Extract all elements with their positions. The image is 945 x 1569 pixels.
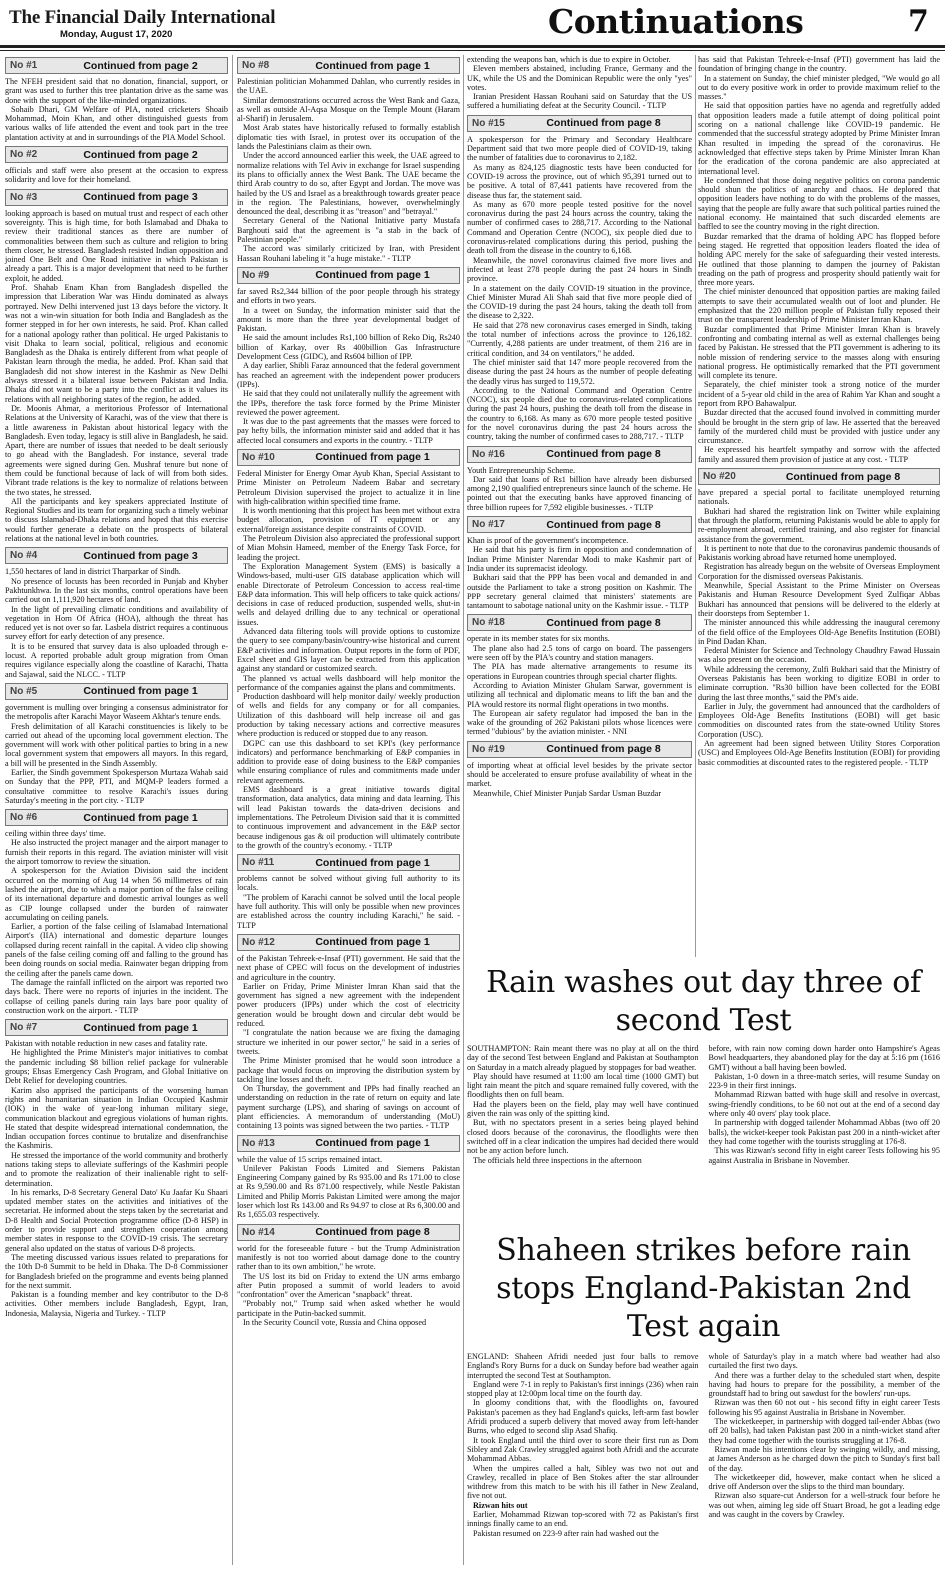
paragraph: In a statement on the daily COVID-19 situation in the province, Chief Minister Murad Ali Shah said that five more people died of the COVID-19 during the past 24 hours, taking the death toll from the disease to 2,322. bbox=[467, 283, 692, 321]
article bbox=[5, 57, 228, 142]
article-number: No #13 bbox=[242, 1137, 275, 1149]
paragraph: England were 7-1 in reply to Pakistan's first innings (236) when rain stopped play at 12:00pm local time on the fourth day. bbox=[467, 1379, 699, 1399]
paragraph: He stressed the importance of the world community and brotherly nations taking steps to alleviate sufferings of the Kashmiri people and to promote the realization of their inalienable right to self-determination. bbox=[5, 1150, 228, 1188]
paragraph: The wicketkeeper, in partnership with dogged tail-ender Abbas (two off 20 balls), had taken Pakistan past 200 in a ninth-wicket stand after they had come together with the tourists struggling at 176-8. bbox=[708, 1417, 940, 1445]
column-1 bbox=[5, 55, 228, 1565]
article bbox=[467, 516, 692, 610]
paragraph: He said that his party is firm in opposition and condemnation of Indian Prime Minister Narendar Modi to make Kashmir part of India under its supremacist ideology. bbox=[467, 545, 692, 573]
paragraph: Registration has already begun on the website of Overseas Employment Corporation for the dismissed overseas Pakistanis. bbox=[698, 562, 940, 581]
paragraph: It took England until the third over to score their first run as Dom Sibley and Zak Crawley struggled against both Afridi and the accurate Mohammad Abbas. bbox=[467, 1435, 699, 1464]
paragraph: officials and staff were also present at the occasion to express solidarity and love for their homeland. bbox=[5, 166, 228, 185]
paragraph: have prepared a special portal to facilitate unemployed returning nationals. bbox=[698, 488, 940, 507]
story-body-left bbox=[467, 1352, 699, 1538]
continued-from-label: Continued from page 8 bbox=[546, 743, 661, 756]
paragraph: Pakistan, 1-0 down in a three-match series, will resume Sunday on 223-9 in their first innings. bbox=[708, 1071, 940, 1091]
continued-from-label: Continued from page 8 bbox=[315, 1226, 430, 1239]
paragraph: The wicketkeeper did, however, make contact when he sliced a drive off Anderson over the slips to the third man boundary. bbox=[708, 1472, 940, 1492]
paragraph: far saved Rs2,344 billion of the poor people through his strategy and efforts in two years. bbox=[237, 286, 460, 306]
paragraph: Sohaib Dhari, GM Welfare of PIA, noted cricketers Shoaib Mohammad, Moin Khan, and other distinguished guests from various walks of life attended the event and took part in the tree plantation activity at and in surroundings of the PIA Model School. bbox=[5, 104, 228, 142]
continued-from-label: Continued from page 1 bbox=[83, 685, 198, 698]
article-body bbox=[5, 209, 228, 544]
article-number: No #5 bbox=[10, 685, 38, 697]
paragraph: In a tweet on Sunday, the information minister said that the amount is more than the three year developmental budget of Pakistan. bbox=[237, 305, 460, 334]
masthead-rule bbox=[0, 45, 945, 48]
paragraph: Buzdar complimented that Prime Minister Imran Khan is bravely confronting and combating internal as well as external challenges being faced by Pakistan. He stressed that the PTI government is adhering to its noble mission of rendering service to the masses along with ensuring national progress. He optimistically remarked that the PTI government will complete its tenure. bbox=[698, 324, 940, 381]
paragraph: A spokesperson for the Primary and Secondary Healthcare Department said that two more people died of COVID-19, taking the number of fatalities due to coronavirus to 2,182. bbox=[467, 134, 692, 163]
continuation-header bbox=[5, 547, 228, 564]
continued-from-label: Continued from page 1 bbox=[315, 451, 430, 464]
paragraph: Similar demonstrations occurred across the West Bank and Gaza, as well as outside Al-Aqsa Mosque on the Temple Mount (Haram al-Sharif) in Jerusalem. bbox=[237, 95, 460, 124]
article bbox=[5, 683, 228, 805]
paragraph: Had the players been on the field, play may well have continued given the rain was only of the spitting kind. bbox=[467, 1099, 699, 1119]
article bbox=[5, 547, 228, 679]
paragraph: The chief minister said that 147 more people recovered from the disease during the past 24 hours as the number of people defeating the deadly virus has surged to 119,572. bbox=[467, 357, 692, 386]
article bbox=[467, 614, 692, 736]
paragraph: Most Arab states have historically refused to formally establish diplomatic ties with Israel, in protest over its occupation of the lands the Palestinians claim as their own. bbox=[237, 123, 460, 152]
newspaper-name: The Financial Daily International bbox=[9, 7, 276, 28]
article-number: No #9 bbox=[242, 269, 270, 281]
paragraph: When the umpires called a halt, Sibley was two not out and Crawley, recalled in place of Ben Stokes after the star allrounder withdrew from this match to be with his ill father in New Zealand, five not out. bbox=[467, 1463, 699, 1501]
paragraph: The accord was similarly criticized by Iran, with President Hassan Rouhani labeling it "a huge mistake." - TLTP bbox=[237, 244, 460, 263]
paragraph: Rizwan hits out bbox=[473, 1500, 528, 1510]
continued-from-label: Continued from page 2 bbox=[83, 59, 198, 72]
article-number: No #19 bbox=[472, 743, 505, 755]
article-number: No #18 bbox=[472, 617, 505, 629]
paragraph: 1,550 hectares of land in district Tharparkar of Sindh. bbox=[5, 567, 181, 577]
paragraph: Pakistan resumed on 223-9 after rain had washed out the bbox=[473, 1528, 659, 1538]
paragraph: A day earlier, Shibli Faraz announced that the federal government has reached an agreement with the independent power producers (IPPs). bbox=[237, 361, 460, 389]
paragraph: The officials held three inspections in the afternoon bbox=[473, 1155, 642, 1165]
headline: Rain washes out day three of second Test bbox=[486, 965, 921, 1038]
paragraph: Advanced data filtering tools will provide options to customize the query to see company/basin/country-wise historical and current E&P activities and information. Output reports in the form of PDF, Excel sheet and GIS layer can be extracted from this application against any standard or customized search. bbox=[237, 627, 460, 674]
paragraph: of the Pakistan Tehreek-e-Insaf (PTI) government. He said that the next phase of CPEC will focus on the development of industries and agriculture in the country. bbox=[237, 953, 460, 982]
paragraph: DGPC can use this dashboard to set KPI's (key performance indicators) and performance benchmarking of E&P companies in addition to provide ease of doing business to the E&P companies while ensuring compliance of rules and commitments made under relevant agreements. bbox=[237, 738, 460, 785]
continued-from-label: Continued from page 1 bbox=[315, 59, 430, 72]
story-body-right bbox=[709, 1352, 941, 1538]
paragraph: In partnership with dogged tailender Mohammad Abbas (two off 20 balls), the wicket-keeper took Pakistan past 200 in a ninth-wicket after they had come together with the tourists struggling at 176-8. bbox=[708, 1118, 940, 1146]
continued-from-label: Continued from page 8 bbox=[546, 518, 661, 531]
continued-from-label: Continued from page 1 bbox=[315, 269, 430, 282]
article-number: No #11 bbox=[242, 857, 275, 869]
continued-from-label: Continued from page 8 bbox=[546, 117, 661, 130]
paragraph: Bukhari said that the PPP has been vocal and demanded in and outside the Parliament to take a strong position on Kashmir. The PPP secretary general claimed that ministers' statements are tantamount to sabotage national unity on the Kashmir issue. - TLTP bbox=[467, 573, 692, 611]
paragraph: of importing wheat at official level besides by the private sector should be accelerated to ensure profuse availability of wheat in the market. bbox=[467, 760, 692, 789]
article-number: No #12 bbox=[242, 936, 275, 948]
column-4 bbox=[698, 55, 940, 957]
paragraph: has said that Pakistan Tehreek-e-Insaf (PTI) government has laid the foundation of bringing change in the country. bbox=[698, 55, 940, 74]
continuation-header bbox=[237, 267, 460, 284]
paragraph: Earlier, a portion of the false ceiling of Islamabad International Airport's (IIA) international and domestic departure lounges collapsed during recent rainfall in the capital. A video clip showing panels of the false ceiling coming off and falling to the ground has been doing rounds on social media. Rainwater began dripping from the ceiling after the panels came down. bbox=[5, 922, 228, 978]
article-number: No #14 bbox=[242, 1226, 275, 1238]
story-rain-washes-out bbox=[467, 960, 940, 1230]
article-body bbox=[467, 135, 692, 442]
column-divider bbox=[232, 55, 233, 1565]
article-body bbox=[5, 77, 228, 142]
article-body bbox=[237, 874, 460, 930]
paragraph: The Prime Minister promised that he would soon introduce a package that would focus on improving the distribution system by tackling line losses and theft. bbox=[237, 1056, 460, 1084]
section-title: Continuations bbox=[548, 2, 804, 41]
paragraph: government is mulling over bringing a consensus administrator for the metropolis after Karachi Mayor Waseem Akhtar's tenure ends. bbox=[5, 702, 228, 722]
paragraph: while the value of 15 scrips remained intact. bbox=[237, 1154, 383, 1164]
paragraph: In a statement on Sunday, the chief minister pledged, "We would go all out to do every positive work in order to provide maximum relief to the masses." bbox=[698, 73, 940, 102]
paragraph: The European air safety regulator had imposed the ban in the wake of the grounding of 262 Pakistani pilots whose licences were termed "dubious" by the aviation minister. - NNI bbox=[467, 708, 692, 737]
article-number: No #3 bbox=[10, 191, 38, 203]
paragraph: He also instructed the project manager and the airport manager to furnish their reports in this regard. The aviation minister will visit the airport tomorrow to review the situation. bbox=[5, 838, 228, 867]
article bbox=[5, 809, 228, 1015]
paragraph: All the participants and key speakers appreciated Institute of Regional Studies and its team for organizing such a timely webinar to discuss Islamabad-Dhaka relations and hoped that this exercise would further generate a debate on the prospects of bilateral relations at the national level in both countries. bbox=[5, 496, 228, 544]
paragraph: Earlier in July, the government had announced that the cardholders of Employees Old-Age Benefits Institutions (EOBI) will get basic commodities on discounted rates from the state-owned Utility Stores Corporation (USC). bbox=[698, 701, 940, 739]
continued-from-label: Continued from page 3 bbox=[83, 191, 198, 204]
column-divider bbox=[463, 55, 464, 1565]
continuation-header bbox=[467, 115, 692, 132]
masthead bbox=[0, 0, 945, 46]
article-body bbox=[5, 1039, 228, 1318]
article-body bbox=[467, 55, 692, 111]
paragraph: Prof. Shahab Enam Khan from Bangladesh dispelled the impression that Liberation War was Hindu dominated as always portrayed. New Delhi intervened just 13 days before the victory. It was not a win-win situation for both India and Bangladesh as the former stepped in for her own interests, he said. Prof. Khan called for a national apology rather than political. He urged Pakistanis to visit Dhaka to learn social, political, religious and economic Bangladesh as the Dhaka is entirely different from what people of Pakistan learn through the media, he added. Prof. Khan said that Bangladesh did not show interest in the Kashmir as New Delhi always stressed it a bilateral issue between Pakistan and India. Dhaka did not want to be a party into the conflict as it values its relations with all neighboring states of the region, he added. bbox=[5, 283, 228, 404]
paragraph: According to the National Command and Operation Centre (NCOC), six people died due to coronavirus-related complications during the past 24 hours, pushing the death toll from the disease in the country to 6,168. As many as 670 more people tested positive for the novel coronavirus during the past 24 hours across the country, taking the number of confirmed cases to 288,717. - TLTP bbox=[467, 385, 692, 442]
paragraph: Iranian President Hassan Rouhani said on Saturday that the US suffered a humiliating defeat at the Security Council. - TLTP bbox=[467, 92, 692, 111]
paragraph: Pakistan with notable reduction in new cases and fatality rate. bbox=[5, 1039, 208, 1049]
article-body bbox=[467, 466, 692, 512]
paragraph: While addressing the ceremony, Zulfi Bukhari said that the Ministry of Overseas Pakistanis has been working to digitize EOBI in order to eliminate corruption. "Rs30 billion have been collected for the EOBI during the last three months," said the PM's aide. bbox=[698, 664, 940, 702]
paragraph: before, with rain now coming down harder onto Hampshire's Ageas Bowl headquarters, they abandoned play for the day at 5:16 pm (1616 GMT) without a ball having been bowled. bbox=[708, 1044, 940, 1072]
paragraph: Karim also apprised the participants of the worsening human rights and humanitarian situation in Indian Occupied Kashmir (IOK) in the wake of year-long inhuman military siege, communication blackout and egregious violations of human rights. He stated that despite widespread international condemnation, the Indian occupation forces continue to brutalize and disenfranchise the Kashmiris. bbox=[5, 1085, 228, 1151]
article bbox=[698, 55, 940, 464]
paragraph: The Petroleum Division also appreciated the professional support of Mian Mohsin Hameed, member of the Energy Task Force, for leading the project. bbox=[237, 534, 460, 562]
paragraph: whole of Saturday's play in a match where bad weather had also curtailed the first two days. bbox=[708, 1352, 940, 1371]
paragraph: It was due to the past agreements that the masses were forced to pay hefty bills, the information minister said and added that it has affected local consumers and exports in the country. - TLTP bbox=[237, 417, 460, 445]
paragraph: extending the weapons ban, which is due to expire in October. bbox=[467, 55, 671, 64]
story-body-right bbox=[709, 1044, 941, 1165]
issue-date: Monday, August 17, 2020 bbox=[60, 29, 173, 40]
article-body bbox=[467, 536, 692, 610]
article bbox=[237, 267, 460, 445]
paragraph: As many as 670 more people tested positive for the novel coronavirus during the past 24 hours across the country, taking the number of confirmed cases to 288,717. According to the National Command and Operation Centre (NCOC), six people died due to coronavirus-related complications during this period, pushing the death toll from the disease in the country to 6,168. bbox=[467, 199, 692, 256]
paragraph: Meanwhile, Special Assistant to the Prime Minister on Overseas Pakistanis and Human Resource Development Syed Zulfiqar Abbas Bukhari has announced that pensions will be delivered to the elderly at their doorsteps from September 1. bbox=[698, 581, 940, 618]
paragraph: Earlier, the Sindh government Spokesperson Murtaza Wahab said on Sunday that the PPP, PTI, and MQM-P leaders formed a consultative committee to resolve Karachi's issues during Saturday's meeting in the port city. - TLTP bbox=[5, 768, 228, 805]
article bbox=[237, 1224, 460, 1328]
article-body bbox=[237, 1155, 460, 1220]
paragraph: Eleven members abstained, including France, Germany and the UK, while the US and the Dominican Republic were the only "yes" votes. bbox=[467, 64, 692, 92]
continuation-header bbox=[698, 468, 940, 485]
paragraph: The chief minister denounced that opposition parties are making failed attempts to save their accumulated wealth out of loot and plunder. He emphasized that the 220 million people of Pakistan fully reposed their trust on the transparent leadership of Prime Minister Imran Khan. bbox=[698, 287, 940, 325]
paragraph: The minister announced this while addressing the inaugural ceremony of the field office of the Employees Old-Age Benefits Institution (EOBI) in Pind Dadan Khan. bbox=[698, 618, 940, 646]
paragraph: world for the foreseeable future - but the Trump Administration manifestly is not too worried about damage done to the country rather than to its own ambition," he wrote. bbox=[237, 1243, 460, 1272]
article-number: No #20 bbox=[703, 471, 736, 483]
continuation-header bbox=[467, 614, 692, 631]
article-body bbox=[237, 77, 460, 263]
paragraph: He said the amount includes Rs1,100 billion of Reko Diq, Rs240 billion of Karkay, over Rs 400billion Gas Infrastructure Development Cess (GIDC), and Rs604 billion of IPP. bbox=[237, 333, 460, 362]
continued-from-label: Continued from page 8 bbox=[785, 470, 901, 483]
paragraph: The planned vs actual wells dashboard will help monitor the performance of the companies against the plans and commitments. bbox=[237, 673, 460, 692]
article-body bbox=[237, 1244, 460, 1328]
paragraph: "Probably not," Trump said when asked whether he would participate in the Putin-backed summit. bbox=[237, 1299, 460, 1318]
paragraph: Earlier on Friday, Prime Minister Imran Khan said that the government has signed a new agreement with the independent power producers (IPPs) under which the cost of electricity generation would be brought down and circular debt would be reduced. bbox=[237, 981, 460, 1029]
continuation-header bbox=[467, 516, 692, 533]
paragraph: Rizwan also square-cut Anderson for a well-struck four before he was out when, aiming leg side off Stuart Broad, he got a leading edge and was caught in the covers by Crawley. bbox=[708, 1491, 940, 1520]
paragraph: Buzdar directed that the accused found involved in committing murder should be brought in the stern grip of law. He asserted that the bereaved family of the murdered child must be provided with justice under any circumstance. bbox=[698, 408, 940, 446]
article-body bbox=[5, 829, 228, 1015]
paragraph: "I congratulate the nation because we are fixing the damaging structure we inherited in our power sector," he said in a series of tweets. bbox=[237, 1028, 460, 1056]
paragraph: The NFEH president said that no donation, financial, support, or grant was used to further this tree plantation drive as the same was done with the support of the like-minded organizations. bbox=[5, 77, 228, 105]
paragraph: Meanwhile, Chief Minister Punjab Sardar Usman Buzdar bbox=[473, 788, 662, 798]
continued-from-label: Continued from page 2 bbox=[83, 148, 198, 161]
continued-from-label: Continued from page 8 bbox=[546, 448, 661, 461]
continuation-header bbox=[237, 1224, 460, 1241]
paragraph: A spokesperson for the Aviation Division said the incident occurred on the morning of Aug 14 when 56 millimetres of rain lashed the airport, due to which a major portion of the false ceiling of its international departure and domestic arrival lounges as well as CIP lounge collapsed under the burden of rainwater accumulating on ceiling panels. bbox=[5, 866, 228, 922]
headline: Shaheen strikes before rain stops England-Pakistan 2nd Test again bbox=[496, 1233, 911, 1344]
paragraph: Fresh delimitation of all Karachi constituencies is likely to be carried out ahead of the upcoming local government election. The government will work with other political parties to bring in a new local government system that empowers all mayors. In this regard, a bill will be presented in the Sindh Assembly. bbox=[5, 721, 228, 768]
paragraph: In his remarks, D-8 Secretary General Dato' Ku Jaafar Ku Shaari updated member states on the activities and initiatives of the secretariat. He informed about the steps taken by the secretariat and D-8 Health and Social Protection programme office (D-8 HSP) in order to provide support and strengthen cooperation among member states in response to the COVID-19 crisis. The secretary general also updated on the status of various D-8 projects. bbox=[5, 1187, 228, 1253]
paragraph: He expressed his heartfelt sympathy and sorrow with the affected family and assured them provision of justice at any cost. - TLTP bbox=[698, 445, 940, 464]
paragraph: ENGLAND: Shaheen Afridi needed just four balls to remove England's Rory Burns for a duck on Sunday before bad weather again interrupted the second Test at Southampton. bbox=[467, 1352, 699, 1380]
paragraph: It is worth mentioning that this project has been met without extra budget allocation, provision of IT equipment or any external/foreign assistance despite constraints of COVID. bbox=[237, 506, 460, 534]
article-body bbox=[5, 567, 228, 679]
paragraph: Secretary General of the National Initiative party Mustafa Barghouti said that the agreement is "a stab in the back of Palestinian people." bbox=[237, 216, 460, 245]
continuation-header bbox=[5, 189, 228, 206]
article-number: No #1 bbox=[10, 60, 38, 71]
story-shaheen-strikes bbox=[467, 1232, 940, 1565]
paragraph: According to Aviation Minister Ghulam Sarwar, government is utilizing all technical and diplomatic means to lift the ban and the PIA would restore its normal flight operations in two months. bbox=[467, 680, 692, 709]
article bbox=[237, 934, 460, 1131]
paragraph: In the Security Council vote, Russia and China opposed bbox=[243, 1318, 427, 1328]
paragraph: looking approach is based on mutual trust and respect of each other sovereignty. This is high time, for both Islamabad and Dhaka to review their traditional stances as there are number of commonalities between them such as culture and religion to bring them closer, he stressed. Bangladesh resisted Indian opposition and joined One Belt and One Road initiative in which Pakistan is already a part. This is a major development that need to be further exploit, he added. bbox=[5, 208, 228, 283]
article bbox=[467, 446, 692, 512]
continuation-header bbox=[467, 741, 692, 758]
article-body bbox=[467, 761, 692, 798]
article-number: No #17 bbox=[472, 519, 505, 531]
paragraph: He said that they could not unilaterally nullify the agreement with the IPPs, therefore the task force formed by the Prime Minister reviewed the power agreement. bbox=[237, 389, 460, 417]
continuation-header bbox=[237, 57, 460, 74]
continuation-header bbox=[467, 446, 692, 463]
article-number: No #4 bbox=[10, 550, 38, 562]
paragraph: The plane also had 2.5 tons of cargo on board. The passengers were seen off by the PIA's country and station managers. bbox=[467, 643, 692, 663]
article bbox=[5, 146, 228, 185]
paragraph: In the light of prevailing climatic conditions and availability of vegetation in Horn Of Africa (HOA), although the threat has reduced yet is not over so far. Lasbela district requires a continuous survey effort for early detection of any presence. bbox=[5, 604, 228, 642]
paragraph: This was Rizwan's second fifty in eight career Tests following his 95 against Australia in Brisbane in November. bbox=[708, 1146, 940, 1165]
paragraph: He condemned that those doing negative politics on corona pandemic should shun the politics of anarchy and chaos. He deplored that opposition leaders have nothing to do with the problems of the masses, saying that the people are fully aware that such political parties ruined the national economy. He maintained that such discarded elements are baffled to see the country moving in the right direction. bbox=[698, 175, 940, 232]
article-number: No #6 bbox=[10, 812, 38, 824]
paragraph: And there was a further delay to the scheduled start when, despite having had hours to prepare for the possibility, a member of the groundstaff had to bring out sawdust for the bowlers' run-ups. bbox=[708, 1370, 940, 1399]
article bbox=[237, 1135, 460, 1220]
article bbox=[237, 57, 460, 263]
paragraph: operate in its member states for six months. bbox=[467, 634, 610, 644]
continued-from-label: Continued from page 1 bbox=[315, 936, 430, 949]
paragraph: But, with no spectators present in a series being played behind closed doors because of the coronavirus, the floodlights were then switched off in a clear indication the umpires had decided there would not be any action before lunch. bbox=[467, 1118, 699, 1156]
continued-from-label: Continued from page 3 bbox=[83, 549, 198, 562]
paragraph: Play should have resumed at 11:00 am local time (1000 GMT) but light rain meant the pitch and square remained fully covered, with the floodlights then on full beam. bbox=[467, 1071, 699, 1100]
paragraph: problems cannot be solved without giving full authority to its locals. bbox=[237, 874, 460, 893]
continued-from-label: Continued from page 1 bbox=[83, 1021, 198, 1034]
paragraph: Production dashboard will help monitor daily/ weekly production of wells and fields for any company or for all companies. Utilization of this dashboard will help increase oil and gas production by taking necessary actions and corrective measures where production is reduced or stopped due to any reason. bbox=[237, 692, 460, 739]
article bbox=[467, 115, 692, 442]
paragraph: Earlier, Mohammad Rizwan top-scored with 72 as Pakistan's first innings finally came to an end. bbox=[467, 1510, 699, 1529]
page-number: 7 bbox=[908, 4, 929, 39]
paragraph: Dr. Moonis Ahmar, a meritorious Professor of International Relations at the University of Karachi, was of the view that there is a little awareness in Pakistan about historical legacy with the Bangladesh. Even today, legacy is still alive in Bangladesh, he said. Apart, there are number of issues that needed to be dealt seriously to go ahead with the Bangladesh. For instance, several trade agreements were signed during Gen. Mushraf tenure but none of them could be functional because of lack of will from both sides. Vibrant trade relations is the key to normalize of relations between the two states, he stressed. bbox=[5, 403, 228, 497]
article bbox=[5, 1019, 228, 1318]
article bbox=[237, 854, 460, 930]
paragraph: It is to be ensured that survey data is also uploaded through e-locust. A reported probable adult group migration from Oman requires vigilance especially along the coastline of Karachi, Thatta and Sajawal, said the NLCC. - TLTP bbox=[5, 641, 228, 679]
article bbox=[237, 449, 460, 850]
article-body bbox=[698, 55, 940, 464]
paragraph: He said that opposition parties have no agenda and regretfully added that opposition leaders made a futile attempt of doing political point scoring on a national challenge like COVID-19 pandemic. He commended that the successful strategy adopted by Prime Minister Imran Khan resulted in impeding the spread of the coronavirus. He acknowledged that effective steps taken by Prime Minister Imran Khan for the eradication of the corona pandemic are also appreciated at international level. bbox=[698, 101, 940, 176]
paragraph: Federal Minister for Energy Omar Ayub Khan, Special Assistant to Prime Minister on Petroleum Nadeem Babar and secretary Petroleum Division supervised the project to actualize it in line with high-calibration within specified time frame. bbox=[237, 468, 460, 506]
continuation-header bbox=[5, 57, 228, 74]
masthead-rule-thin bbox=[0, 50, 945, 51]
paragraph: It is pertinent to note that due to the coronavirus pandemic thousands of Pakistanis working abroad have returned home unemployed. bbox=[698, 543, 940, 563]
article bbox=[467, 55, 692, 111]
article bbox=[5, 189, 228, 544]
continued-from-label: Continued from page 1 bbox=[83, 811, 198, 824]
paragraph: Mohammad Rizwan batted with huge skill and resolve in overcast, swing-friendly conditions, to be 60 not out at the end of a second day where only 40 overs' play took place. bbox=[708, 1090, 940, 1119]
article-number: No #15 bbox=[472, 117, 505, 129]
article bbox=[698, 468, 940, 767]
continuation-header bbox=[5, 809, 228, 826]
continued-from-label: Continued from page 8 bbox=[546, 616, 661, 629]
paragraph: EMS dashboard is a great initiative towards digital transformation, data analytics, data mining and data learning. This will lead Pakistan towards the data-driven decisions and implementations. The Petroleum Division said that it is committed to continuous improvement and advancement in the E&P sector because indigenous gas & oil production will ultimately contribute to the growth of the country's economy. - TLTP bbox=[237, 785, 460, 850]
paragraph: The PIA has made alternative arrangements to resume its operations in European countries through special charter flights. bbox=[467, 662, 692, 681]
continuation-header bbox=[237, 1135, 460, 1152]
paragraph: No presence of locusts has been recorded in Punjab and Khyber Pakhtunkhwa. In the last six months, control operations have been carried out on 1,111,920 hectares of land. bbox=[5, 576, 228, 605]
paragraph: "The problem of Karachi cannot be solved until the local people have full authority. This will only be possible when new provinces are established across the country including Karachi," he said. - TLTP bbox=[237, 892, 460, 930]
article-number: No #10 bbox=[242, 451, 275, 463]
continuation-header bbox=[237, 449, 460, 466]
paragraph: Bukhari had shared the registration link on Twitter while explaining that through the platform, returning Pakistanis would be able to apply for re-employment abroad, certified training, and also register for financial assistance from the government. bbox=[698, 506, 940, 544]
paragraph: Federal Minister for Science and Technology Chaudhry Fawad Hussain was also present on the occasion. bbox=[698, 646, 940, 665]
paragraph: Khan is proof of the government's incompetence. bbox=[467, 536, 629, 546]
paragraph: The meeting discussed various issues related to preparations for the 10th D-8 Summit to be held in Dhaka. The D-8 Commissioner for Bangladesh briefed on the programme and events being planned for the next summit. bbox=[5, 1252, 228, 1290]
paragraph: He highlighted the Prime Minister's major initiatives to combat the pandemic including $8 billion relief package for vulnerable groups; Ehsas Emergency Cash Program, and Global Initiative on Debt Relief for developing countries. bbox=[5, 1048, 228, 1086]
paragraph: Buzdar remarked that the drama of holding APC has flopped before being staged. He regretted that opposition leaders floated the idea of holding APC merely for the sake of safeguarding their vested interests. He outlined that those planning to dampen the journey of Pakistan treading on the path of progress and prosperity should patiently wait for three more years. bbox=[698, 231, 940, 288]
continuation-header bbox=[237, 934, 460, 951]
paragraph: As many as 824,125 diagnostic tests have been conducted for COVID-19 across the province, out of which 95,391 turned out to be positive. A total of 87,441 patients have recovered from the disease thus far, the statement said. bbox=[467, 162, 692, 200]
column-3 bbox=[467, 55, 692, 798]
paragraph: In gloomy conditions that, with the floodlights on, favoured Pakistan's pacemen as they had England's quicks, left-arm fast bowler Afridi produced a superb delivery that moved away from left-hander Burns, who edged to second slip Asad Shafiq. bbox=[467, 1398, 699, 1436]
paragraph: The US lost its bid on Friday to extend the UN arms embargo after Putin proposed a summit of world leaders to avoid "confrontation" over the American "snapback" threat. bbox=[237, 1271, 460, 1300]
paragraph: Separately, the chief minister took a strong notice of the murder incident of a 5-year old child in the area of Rahim Yar Khan and sought a report from RPO Bahawalpur. bbox=[698, 380, 940, 408]
continuation-header bbox=[5, 683, 228, 700]
article-body bbox=[5, 703, 228, 805]
paragraph: Dar said that loans of Rs1 billion have already been disbursed among 2,190 qualified entrepreneurs since launch of the scheme. He pointed out that the executing banks have approved financing of three billion rupees for 7,592 eligible businesses. - TLTP bbox=[467, 474, 692, 512]
article-number: No #2 bbox=[10, 149, 38, 161]
column-2 bbox=[237, 55, 460, 1565]
paragraph: Palestinian politician Mohammed Dahlan, who currently resides in the UAE. bbox=[237, 77, 460, 96]
paragraph: Meanwhile, the novel coronavirus claimed five more lives and infected at least 278 people during the past 24 hours in Sindh province. bbox=[467, 255, 692, 284]
paragraph: Rizwan was then 60 not out - his second fifty in eight career Tests following his 95 against Australia in Brisbane in November. bbox=[708, 1398, 940, 1417]
article-number: No #7 bbox=[10, 1022, 38, 1034]
paragraph: The Exploration Management System (EMS) is basically a Windows-based, multi-user GIS database application which will enable Directorate of Petroleum Concession to access real-time E&P data information. This will help officers to take quick actions/ decisions in case of reduced production, suspended wells, shut-in wells and delayed drilling due to any technical or operational issues. bbox=[237, 561, 460, 627]
continuation-header bbox=[5, 1019, 228, 1036]
article-body bbox=[237, 954, 460, 1131]
article-body bbox=[698, 488, 940, 767]
continued-from-label: Continued from page 1 bbox=[315, 1137, 430, 1150]
continuation-header bbox=[237, 854, 460, 871]
paragraph: Youth Entrepreneurship Scheme. bbox=[467, 465, 576, 475]
paragraph: Unilever Pakistan Foods Limited and Siemens Pakistan Engineering Company gained by Rs 935.00 and Rs 171.00 to close at Rs 9,590.00 and Rs 871.00 respectively, while Nestle Pakistan Limited and Philip Morris Pakistan Limited were among the major loser which lost Rs 143.00 and Rs 94.97 to close at Rs 6,300.00 and Rs 1,655.03 respectively. bbox=[237, 1163, 460, 1220]
article-body bbox=[467, 634, 692, 736]
paragraph: Pakistan is a founding member and key contributor to the D-8 activities. Other members include Bangladesh, Egypt, Iran, Indonesia, Malaysia, Nigeria and Turkey. - TLTP bbox=[5, 1290, 228, 1318]
article-number: No #8 bbox=[242, 60, 270, 71]
article bbox=[467, 741, 692, 798]
paragraph: The damage the rainfall inflicted on the airport was reported two days back. There were no reports of injuries in the incident. The collapse of ceiling panels during rain lays bare poor quality of construction work on the airport. - TLTP bbox=[5, 977, 228, 1015]
continued-from-label: Continued from page 1 bbox=[315, 856, 430, 869]
paragraph: An agreement had been signed between Utility Stores Corporation (USC) and Employees Old-Age Benefits Institution (EOBI) for providing basic commodities at discounted rates to the registered people. - TLTP bbox=[698, 739, 940, 767]
paragraph: He said that 278 new coronavirus cases emerged in Sindh, taking the total number of infections across the province to 126,182. "Currently, 4,288 patients are under treatment, of them 216 are in critical condition, and 34 on ventilators," he added. bbox=[467, 320, 692, 358]
paragraph: On Thursday, the government and IPPs had finally reached an understanding on reduction in the rate of return on equity and late payment surcharge (LPS), and sharing of savings on account of plant efficiencies. A memorandum of understanding (MoU) containing 13 points was signed between the two parties. - TLTP bbox=[237, 1084, 460, 1131]
paragraph: Rizwan made his intentions clear by swinging wildly, and missing, at James Anderson as he charged down the pitch to Sunday's first ball of the day. bbox=[708, 1444, 940, 1473]
story-body-left bbox=[467, 1044, 699, 1165]
paragraph: Under the accord announced earlier this week, the UAE agreed to normalize relations with Tel Aviv in exchange for Israel suspending its plans to officially annex the West Bank. The UAE became the third Arab country to do so, after Egypt and Jordan. The move was hailed by the US and Israel as a breakthrough towards greater peace in the region. The Palestinians, however, overwhelmingly denounced the deal, describing it as "treason" and "betrayal." bbox=[237, 151, 460, 217]
article-body bbox=[237, 287, 460, 445]
column-divider bbox=[695, 55, 696, 957]
article-body bbox=[5, 166, 228, 185]
article-body bbox=[237, 469, 460, 850]
continuation-header bbox=[5, 146, 228, 163]
paragraph: ceiling within three days' time. bbox=[5, 829, 106, 839]
paragraph: SOUTHAMPTON: Rain meant there was no play at all on the third day of the second Test between England and Pakistan at Southampton on Saturday in a match already plagued by stoppages for bad weather. bbox=[467, 1044, 699, 1072]
article-number: No #16 bbox=[472, 448, 505, 460]
